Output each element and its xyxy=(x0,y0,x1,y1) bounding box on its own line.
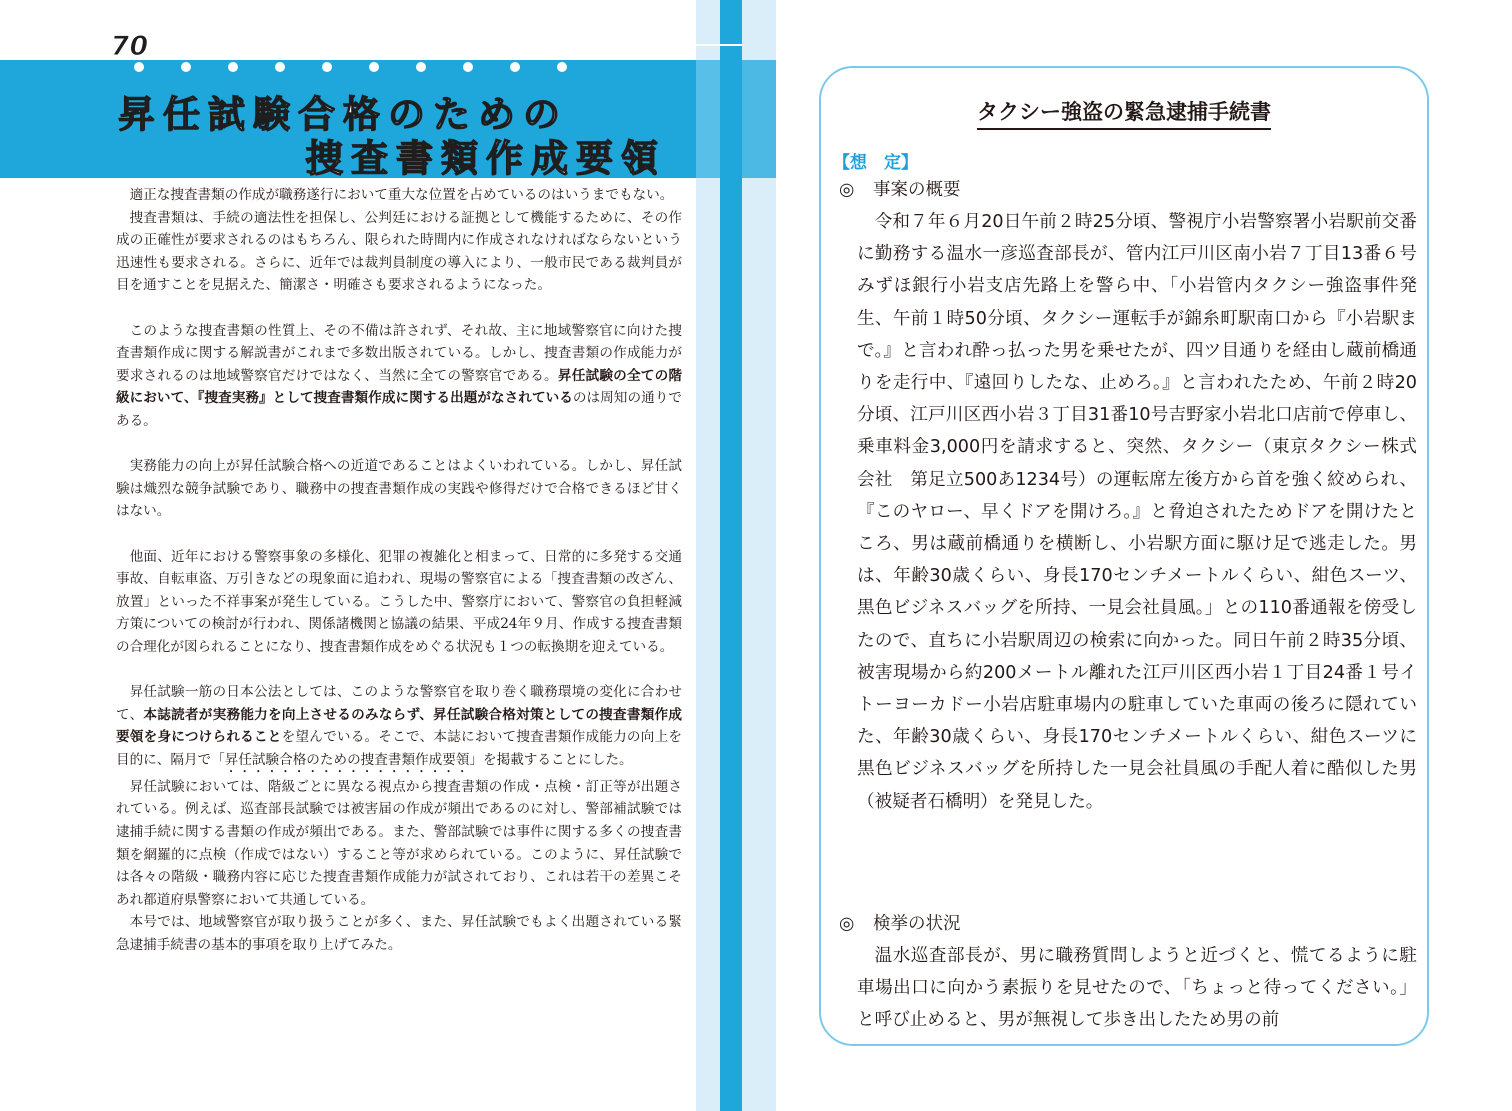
issue-number-label: 第70回 xyxy=(80,31,178,62)
emphasis-dot xyxy=(557,62,567,72)
intro-bold-text: 本誌読者が実務能力を向上させるのみならず、昇任試験合格対策としての捜査書類作成要領を身につけられること xyxy=(116,706,682,746)
intro-paragraph: 捜査書類は、手続の適法性を担保し、公判廷における証拠として機能するために、その作成の正確性が要求されるのはもちろん、限られた時間内に作成されなければならないという迅速性も要求される。さらに、近年では裁判員制度の導入により、一般市民である裁判員が目を通すことを見据えた、簡潔さ・明確さも要求されるようになった。 xyxy=(116,209,682,294)
intro-paragraph: 昇任試験においては、階級ごとに異なる視点から捜査書類の作成・点検・訂正等が出題されている。例えば、巡査部長試験では被害届の作成が頻出であるのに対し、警部補試験では逮捕手続に関する書類の作成が頻出である。また、警部試験では事件に関する多くの捜査書類を網羅的に点検（作成ではない）すること等が求められている。このように、昇任試験では各々の階級・職務内容に応じた捜査書類作成能力が試されており、これは若干の差異こそあれ都道府県警察において共通している。 xyxy=(116,778,682,908)
emphasis-dot xyxy=(322,62,332,72)
case-title xyxy=(821,96,1427,126)
case-paragraph: 令和７年６月20日午前２時25分頃、警視庁小岩警察署小岩駅前交番に勤務する温水一彦巡査部長が、管内江戸川区南小岩７丁目13番６号みずほ銀行小岩支店先路上を警ら中、「小岩管内タクシー強盗事件発生、午前１時50分頃、タクシー運転手が錦糸町駅南口から『小岩駅まで。』と言われ酔っ払った男を乗せたが、四ツ目通りを経由し蔵前橋通りを走行中、『遠回りしたな、止めろ。』と言われたため、午前２時20分頃、江戸川区西小岩３丁目31番10号吉野家小岩北口店前で停車し、乗車料金3,000円を請求すると、突然、タクシー（東京タクシー株式会社 第足立500あ1234号）の運転席左後方から首を強く絞められ、『このヤロー、早くドアを開けろ。』と脅迫されたためドアを開けたところ、男は蔵前橋通りを横断し、小岩駅方面に駆け足で逃走した。男は、年齢30歳くらい、身長170センチメートルくらい、紺色スーツ、黒色ビジネスバッグを所持、一見会社員風。」との110番通報を傍受したので、直ちに小岩駅周辺の検索に向かった。同日午前２時35分頃、被害現場から約200メートル離れた江戸川区西小岩１丁目24番１号イトーヨーカドー小岩店駐車場内の駐車していた車両の後ろに隠れていた、年齢30歳くらい、身長170センチメートルくらい、紺色スーツに黒色ビジネスバッグを所持した一見会社員風の手配人着に酷似した男（被疑者石橋明）を発見した。 xyxy=(857,212,1417,812)
case-title-text: タクシー強盗の緊急逮捕手続書 xyxy=(977,100,1271,130)
intro-paragraph: 他面、近年における警察事象の多様化、犯罪の複雑化と相まって、日常的に多発する交通事故、自転車盗、万引きなどの現象面に追われ、現場の警察官による「捜査書類の改ざん、放置」といった不祥事案が発生している。こうした中、警察庁において、警察官の負担軽減方策についての検討が行われ、関係諸機関と協議の結果、平成24年９月、作成する捜査書類の合理化が図られることになり、捜査書類作成をめぐる状況も１つの転換期を迎えている。 xyxy=(116,548,682,655)
emphasis-dot xyxy=(369,62,379,72)
emphasis-dot xyxy=(416,62,426,72)
intro-paragraph: 適正な捜査書類の作成が職務遂行において重大な位置を占めているのはいうまでもない。 xyxy=(129,187,674,203)
title-banner-edge xyxy=(696,60,720,178)
double-circle-icon: ◎ xyxy=(839,914,855,934)
emphasis-dot xyxy=(181,62,191,72)
series-title-line1: 昇任試験合格のための xyxy=(118,92,568,136)
intro-text: を望んでいる。そこで、本誌において捜査書類作成能力の向上を目的に、隔月で xyxy=(116,729,682,768)
intro-bold-text: 昇任試験の全ての階級において、『捜査実務』として捜査書類作成に関する出題がなされている xyxy=(116,367,683,407)
series-title-line2: 捜査書類作成要領 xyxy=(306,136,666,180)
intro-paragraph: 実務能力の向上が昇任試験合格への近道であることはよくいわれている。しかし、昇任試験は熾烈な競争試験であり、職務中の捜査書類作成の実践や修得だけで合格できるほど甘くはない。 xyxy=(116,458,682,520)
emphasis-dot xyxy=(228,62,238,72)
intro-paragraph: 本号では、地域警察官が取り扱うことが多く、また、昇任試験でもよく出題されている緊急逮捕手続書の基本的事項を取り上げてみた。 xyxy=(116,914,682,953)
intro-text: のは周知の通りである。 xyxy=(116,390,682,429)
emphasis-dot xyxy=(275,62,285,72)
stripe-divider xyxy=(720,44,742,46)
case-scenario-box xyxy=(819,66,1429,1046)
emphasis-dot xyxy=(463,62,473,72)
section-heading-text: 検挙の状況 xyxy=(873,914,961,934)
section-heading-text: 事案の概要 xyxy=(873,180,961,200)
section-body-overview xyxy=(857,206,1417,818)
intro-text: 昇任試験一筋の日本公法としては、このような警察官を取り巻く職務環境の変化に合わせて、 xyxy=(116,684,682,723)
section-heading-overview xyxy=(839,176,961,201)
intro-emphasis-text: 「昇任試験合格のための捜査書類作成要領」 xyxy=(211,751,484,768)
intro-text: を掲載することにした。 xyxy=(483,751,633,768)
emphasis-dot xyxy=(510,62,520,72)
double-circle-icon: ◎ xyxy=(839,180,855,200)
intro-paragraph xyxy=(116,681,682,776)
case-paragraph: 温水巡査部長が、男に職務質問しようと近づくと、慌てるように駐車場出口に向かう素振りを見せたので、「ちょっと待ってください。」と呼び止めると、男が無視して歩き出したため男の前 xyxy=(857,946,1417,1031)
title-banner-edge xyxy=(742,60,776,178)
intro-paragraph xyxy=(116,320,682,433)
intro-article xyxy=(116,184,682,957)
assumption-label: 【想 定】 xyxy=(833,153,918,173)
section-body-arrest xyxy=(857,940,1417,1037)
stripe-divider xyxy=(696,44,720,46)
intro-text: このような捜査書類の性質上、その不備は許されず、それ故、主に地域警察官に向けた捜査書類作成に関する解説書がこれまで多数出版されている。しかし、捜査書類の作成能力が要求されるのは地域警察官だけではなく、当然に全ての警察官である。 xyxy=(116,322,682,384)
emphasis-dot xyxy=(134,62,144,72)
section-heading-arrest xyxy=(839,910,961,935)
